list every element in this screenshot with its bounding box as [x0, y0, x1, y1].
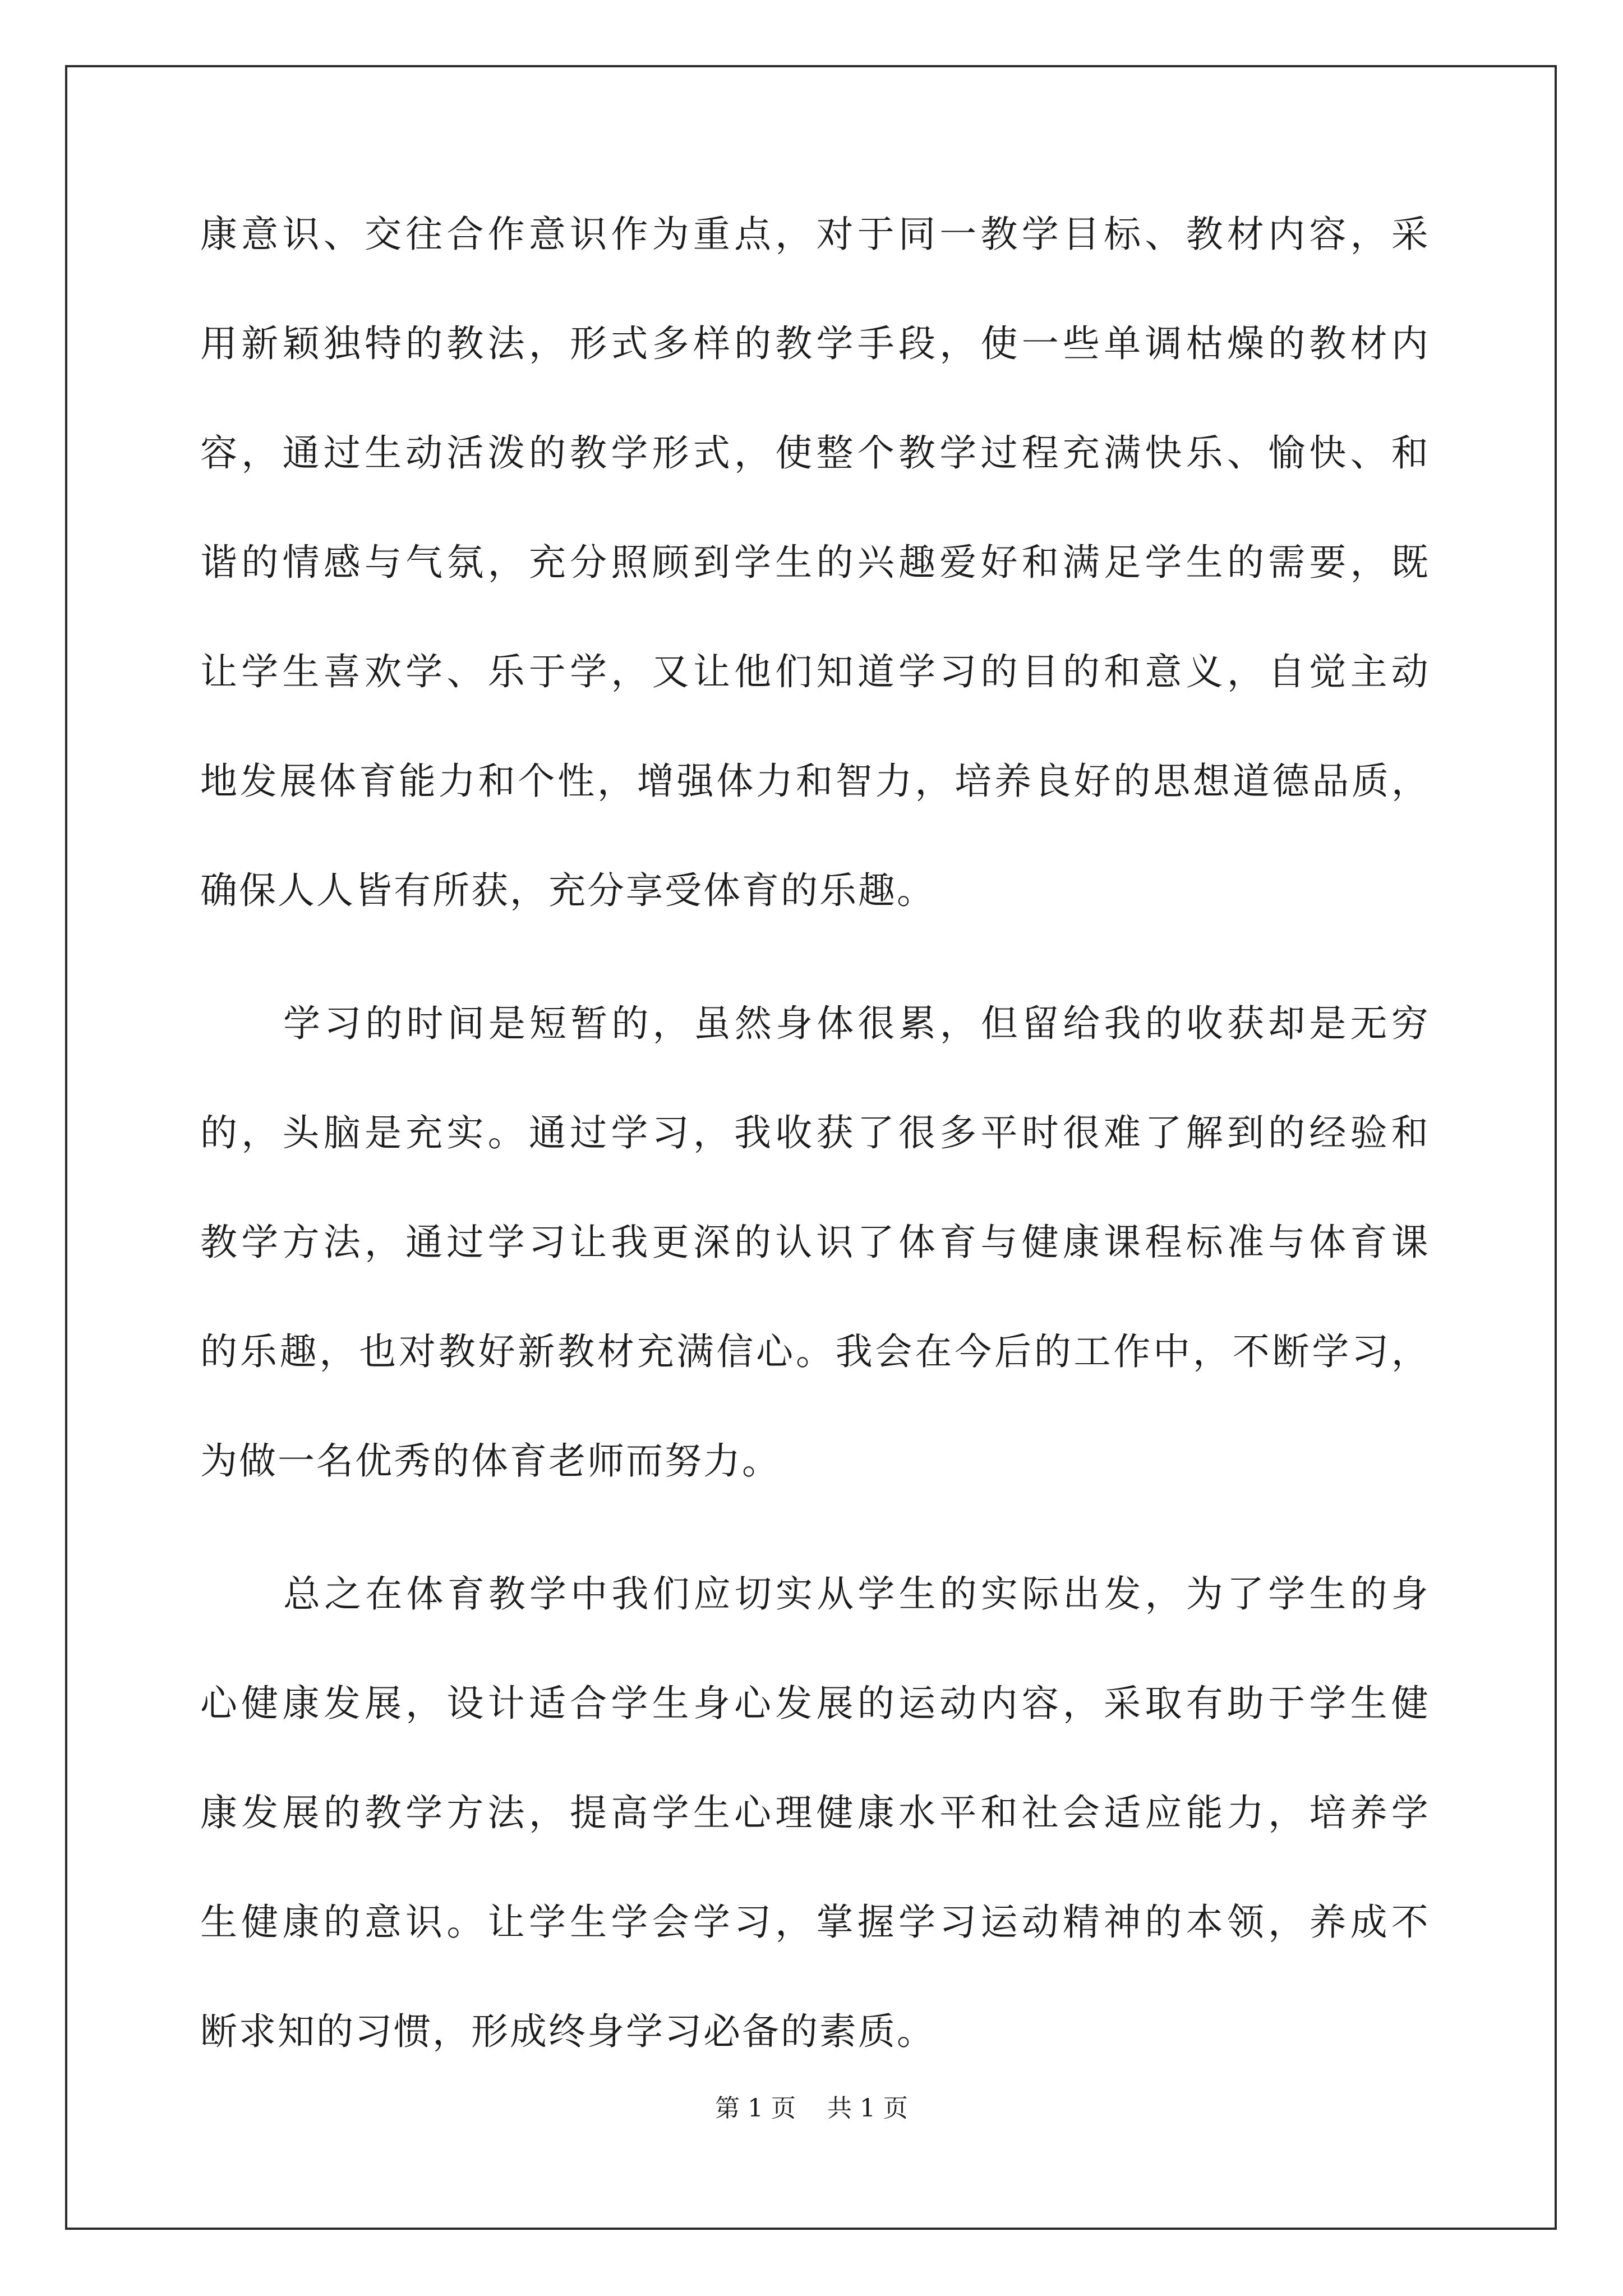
- document-body: [200, 213, 1428, 2123]
- text-line: 确保人人皆有所获，充分享受体育的乐趣。: [200, 869, 935, 912]
- text-line: 康 意 识 、 交 往 合 作 意 识 作 为 重 点 ， 对 于 同 一 教 学 目 标 、 教 材 内 容 ， 采: [200, 213, 1428, 256]
- text-line: 教 学 方 法 ， 通 过 学 习 让 我 更 深 的 认 识 了 体 育 与 健 康 课 程 标 准 与 体 育 课: [200, 1221, 1428, 1264]
- text-line: 用 新 颖 独 特 的 教 法 ， 形 式 多 样 的 教 学 手 段 ， 使 一 些 单 调 枯 燥 的 教 材 内: [200, 322, 1428, 365]
- text-line: 让 学 生 喜 欢 学 、 乐 于 学 ， 又 让 他 们 知 道 学 习 的 目 的 和 意 义 ， 自 觉 主 动: [200, 650, 1428, 693]
- text-line: 谐 的 情 感 与 气 氛 ， 充 分 照 顾 到 学 生 的 兴 趣 爱 好 和 满 足 学 生 的 需 要 ， 既: [200, 541, 1428, 584]
- paragraph: [200, 213, 1428, 982]
- text-line: 的 乐 趣 ， 也 对 教 好 新 教 材 充 满 信 心 。 我 会 在 今 后 的 工 作 中 ， 不 断 学 习 ，: [200, 1330, 1428, 1373]
- text-line: 心 健 康 发 展 ， 设 计 适 合 学 生 身 心 发 展 的 运 动 内 容 ， 采 取 有 助 于 学 生 健: [200, 1682, 1428, 1725]
- text-line: 学 习 的 时 间 是 短 暂 的 ， 虽 然 身 体 很 累 ， 但 留 给 我 的 收 获 却 是 无 穷: [283, 1002, 1428, 1045]
- text-line: 地 发 展 体 育 能 力 和 个 性 ， 增 强 体 力 和 智 力 ， 培 养 良 好 的 思 想 道 德 品 质 ，: [200, 760, 1428, 803]
- text-line: 总 之 在 体 育 教 学 中 我 们 应 切 实 从 学 生 的 实 际 出 发 ， 为 了 学 生 的 身: [283, 1572, 1428, 1616]
- paragraph: [200, 1002, 1428, 1552]
- page-footer: 第 1 页 共 1 页: [715, 2094, 908, 2123]
- paragraph: [200, 1572, 1428, 2123]
- text-line: 为做一名优秀的体育老师而努力。: [200, 1439, 781, 1483]
- text-line: 康 发 展 的 教 学 方 法 ， 提 高 学 生 心 理 健 康 水 平 和 社 会 适 应 能 力 ， 培 养 学: [200, 1791, 1428, 1834]
- text-line: 生 健 康 的 意 识 。 让 学 生 学 会 学 习 ， 掌 握 学 习 运 动 精 神 的 本 领 ， 养 成 不: [200, 1901, 1428, 1944]
- text-line: 的 ， 头 脑 是 充 实 。 通 过 学 习 ， 我 收 获 了 很 多 平 时 很 难 了 解 到 的 经 验 和: [200, 1111, 1428, 1154]
- text-line: 容 ， 通 过 生 动 活 泼 的 教 学 形 式 ， 使 整 个 教 学 过 程 充 满 快 乐 、 愉 快 、 和: [200, 431, 1428, 475]
- text-line: 断求知的习惯，形成终身学习必备的素质。: [200, 2010, 935, 2053]
